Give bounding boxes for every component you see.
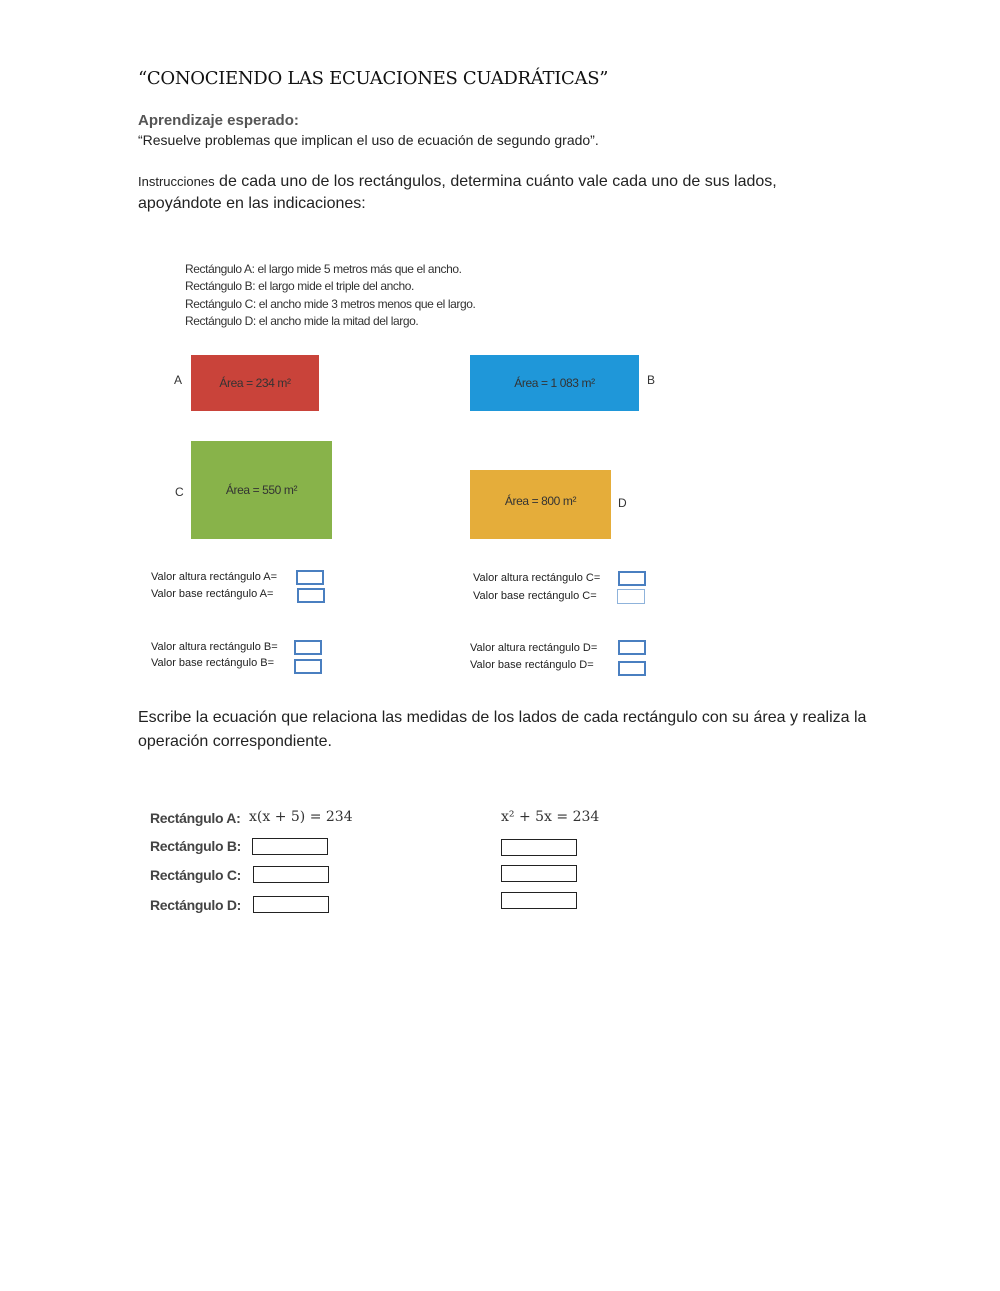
value-b-altura-input[interactable] [294,640,322,655]
value-a-base-input[interactable] [297,588,325,603]
value-c-altura-input[interactable] [618,571,646,586]
value-c-altura-label: Valor altura rectángulo C= [473,572,601,584]
equation-c-input[interactable] [253,866,329,883]
rect-a-area: Área = 234 m² [219,376,291,390]
value-a-base-label: Valor base rectángulo A= [151,588,274,600]
page-title: “CONOCIENDO LAS ECUACIONES CUADRÁTICAS” [138,68,609,89]
write-instruction: Escribe la ecuación que relaciona las medidas de los lados de cada rectángulo con su área y realiza la operación correspondiente. [138,709,867,750]
condition-d: Rectángulo D: el ancho mide la mitad del largo. [185,314,419,328]
value-b-base-input[interactable] [294,659,322,674]
equation-c-expanded-input[interactable] [501,865,577,882]
value-c-base-input[interactable] [617,589,645,604]
rect-d-letter: D [618,496,627,510]
condition-a: Rectángulo A: el largo mide 5 metros más que el ancho. [185,262,462,276]
rect-b-letter: B [647,373,656,387]
rectangle-b [470,355,639,411]
equation-b-label: Rectángulo B: [150,838,241,854]
aprendizaje-heading: Aprendizaje esperado: [138,112,299,129]
equation-d-expanded-input[interactable] [501,892,577,909]
equation-a: x(x + 5) = 234 [249,809,353,825]
rect-a-letter: A [174,373,183,387]
instructions-label: Instrucciones [138,174,215,189]
value-b-altura-label: Valor altura rectángulo B= [151,641,278,653]
rectangle-c [191,441,332,539]
equation-a-label: Rectángulo A: [150,810,241,826]
value-d-altura-input[interactable] [618,640,646,655]
instructions-text: de cada uno de los rectángulos, determina cuánto vale cada uno de sus lados, apoyándote en las indicaciones: [138,173,777,212]
rect-b-area: Área = 1 083 m² [514,376,595,390]
equation-a-expanded: x² + 5x = 234 [501,809,600,825]
aprendizaje-text: “Resuelve problemas que implican el uso de ecuación de segundo grado”. [138,132,599,148]
value-d-base-input[interactable] [618,661,646,676]
value-b-base-label: Valor base rectángulo B= [151,657,275,669]
rectangle-d [470,470,611,539]
rect-c-area: Área = 550 m² [225,483,298,497]
equation-d-input[interactable] [253,896,329,913]
equation-b-expanded-input[interactable] [501,839,577,856]
rect-d-area: Área = 800 m² [504,494,577,508]
rect-c-letter: C [175,485,184,499]
equation-d-label: Rectángulo D: [150,897,241,913]
value-c-base-label: Valor base rectángulo C= [473,590,597,602]
value-d-altura-label: Valor altura rectángulo D= [470,642,598,654]
condition-b: Rectángulo B: el largo mide el triple del ancho. [185,279,414,293]
equation-c-label: Rectángulo C: [150,867,241,883]
value-d-base-label: Valor base rectángulo D= [470,659,594,671]
equation-b-input[interactable] [252,838,328,855]
rectangle-a [191,355,319,411]
value-a-altura-label: Valor altura rectángulo A= [151,571,278,583]
value-a-altura-input[interactable] [296,570,324,585]
condition-c: Rectángulo C: el ancho mide 3 metros menos que el largo. [185,297,476,311]
instructions [138,171,858,215]
